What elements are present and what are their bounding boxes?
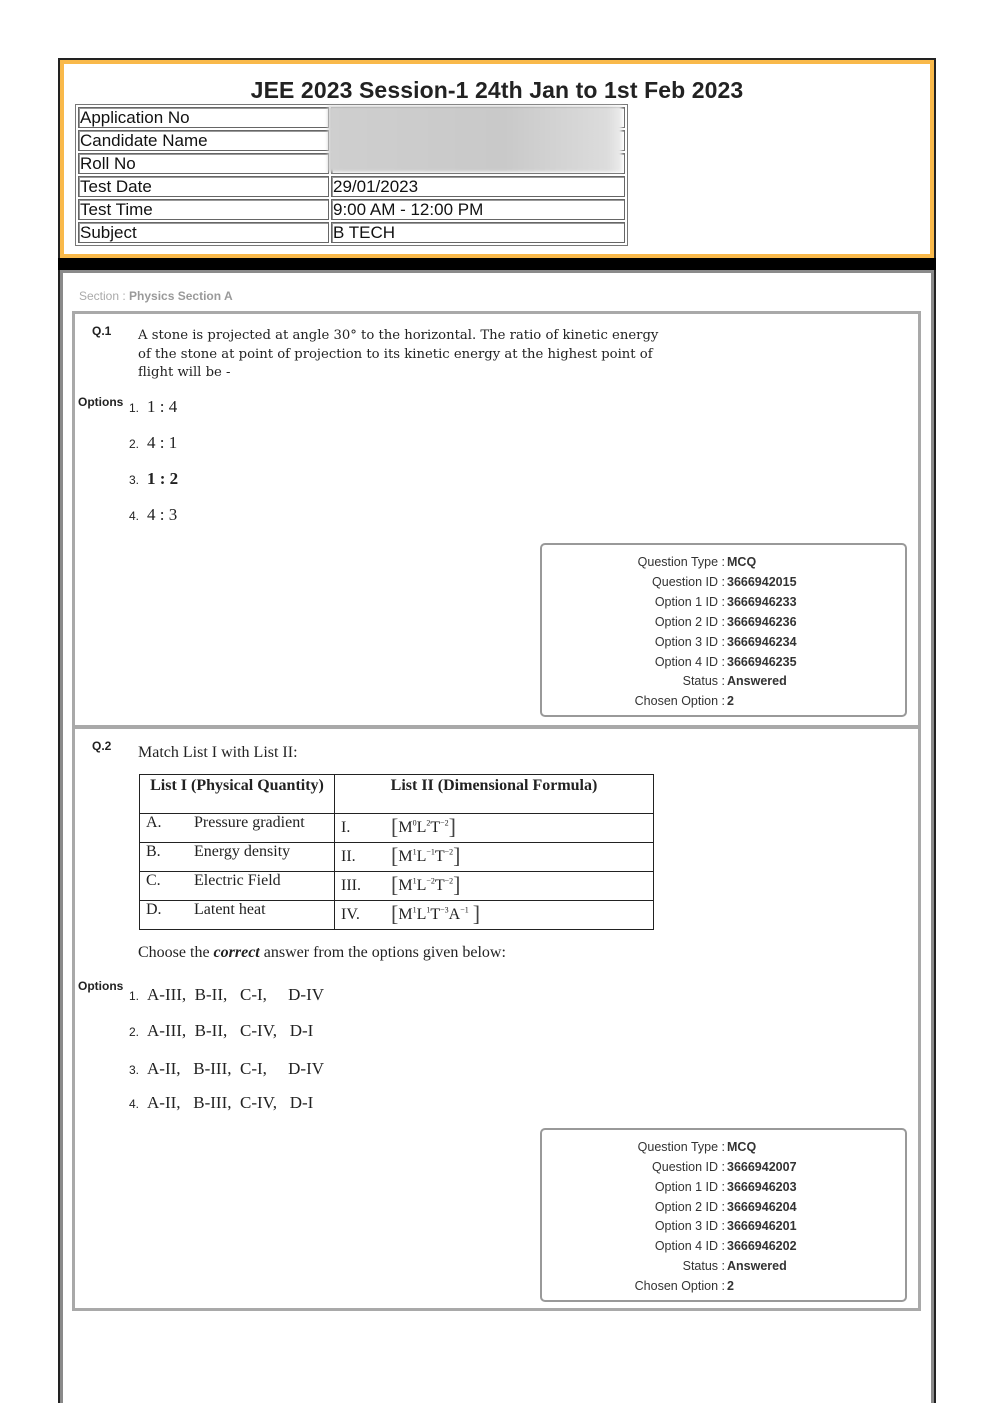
info-value: B TECH [331, 222, 625, 243]
option-number: 1. [129, 401, 140, 415]
meta-value: 2 [727, 1279, 734, 1293]
physical-quantity: Pressure gradient [194, 814, 305, 831]
row-letter: C. [146, 872, 161, 889]
choose-text: answer from the options given below: [259, 944, 506, 961]
info-row-subject [78, 222, 625, 243]
options-label: Options [78, 979, 124, 993]
meta-row-option3-id [542, 635, 907, 655]
dimensional-formula: $[M^1L^{-2}T^{-2}]$ [391, 872, 461, 897]
section-name: Physics Section A [129, 289, 233, 303]
meta-label: Question Type : [637, 1140, 725, 1154]
question-text-line: flight will be - [138, 365, 231, 380]
meta-label: Question Type : [637, 555, 725, 569]
section-label [79, 289, 233, 303]
info-label: Test Time [78, 199, 329, 220]
meta-label: Option 2 ID : [654, 1200, 725, 1214]
meta-value: MCQ [727, 1140, 757, 1154]
meta-row-chosen-option [542, 1279, 907, 1299]
choose-text: Choose the [138, 944, 214, 961]
status-value: Answered [727, 674, 787, 688]
dimensional-formula: $[M^1L^{-1}T^{-2}]$ [391, 843, 461, 868]
meta-row-option1-id [542, 595, 907, 615]
choose-emphasis: correct [213, 944, 260, 961]
option-2 [129, 1021, 313, 1041]
meta-label: Option 3 ID : [654, 635, 725, 649]
meta-row-chosen-option [542, 694, 907, 714]
info-label: Roll No [78, 153, 329, 174]
dimensional-formula: $[M^0L^2T^{-2}]$ [391, 814, 456, 839]
info-label: Test Date [78, 176, 329, 197]
meta-row-question-type [542, 1140, 907, 1160]
meta-label: Status : [682, 674, 725, 688]
option-2 [129, 433, 177, 453]
info-value: 9:00 AM - 12:00 PM [331, 199, 625, 220]
question-text-line: of the stone at point of projection to its kinetic energy at the highest point of [138, 346, 653, 362]
option-number: 2. [129, 437, 140, 451]
meta-value: 2 [727, 694, 734, 708]
meta-value: 3666946236 [727, 615, 797, 629]
status-value: Answered [727, 1259, 787, 1273]
meta-row-option3-id [542, 1219, 907, 1239]
question-intro: Match List I with List II: [138, 744, 298, 761]
meta-value: 3666946203 [727, 1180, 797, 1194]
meta-row-option2-id [542, 615, 907, 635]
redacted-personal-info [328, 106, 622, 172]
meta-value: 3666946235 [727, 655, 797, 669]
info-label: Subject [78, 222, 329, 243]
row-numeral: IV. [341, 906, 360, 923]
meta-row-option4-id [542, 655, 907, 675]
dimensional-formula: [$M^1L^1T^{-3}A^{-1}$ ] [391, 901, 481, 926]
meta-row-option4-id [542, 1239, 907, 1259]
option-number: 4. [129, 509, 140, 523]
option-3 [129, 1059, 324, 1079]
meta-row-question-type [542, 555, 907, 575]
exam-title: JEE 2023 Session-1 24th Jan to 1st Feb 2023 [250, 77, 744, 103]
info-value: 29/01/2023 [331, 176, 625, 197]
meta-value: 3666946233 [727, 595, 797, 609]
option-number: 4. [129, 1097, 140, 1111]
meta-value: 3666942007 [727, 1160, 797, 1174]
info-row-test-date [78, 176, 625, 197]
physical-quantity: Energy density [194, 843, 291, 860]
meta-label: Chosen Option : [634, 1279, 725, 1293]
match-row [140, 814, 654, 843]
info-label: Candidate Name [78, 130, 329, 151]
meta-value: 3666942015 [727, 575, 797, 589]
option-text: A-II, B-III, C-IV, D-I [147, 1093, 314, 1112]
meta-row-status [542, 674, 907, 694]
question-number: Q.1 [92, 324, 112, 338]
info-row-test-time [78, 199, 625, 220]
question-meta-panel-2 [540, 1128, 907, 1302]
option-number: 3. [129, 473, 140, 487]
option-number: 2. [129, 1025, 140, 1039]
option-1 [129, 397, 177, 417]
row-numeral: III. [341, 877, 361, 894]
match-table [139, 774, 654, 930]
row-numeral: I. [341, 819, 351, 836]
option-number: 1. [129, 989, 140, 1003]
meta-row-status [542, 1259, 907, 1279]
section-prefix: Section : [79, 289, 130, 303]
physical-quantity: Latent heat [194, 901, 266, 918]
meta-value: 3666946202 [727, 1239, 797, 1253]
option-4 [129, 505, 177, 525]
meta-label: Question ID : [652, 1160, 725, 1174]
physical-quantity: Electric Field [194, 872, 281, 889]
row-numeral: II. [341, 848, 356, 865]
option-1 [129, 985, 324, 1005]
row-letter: A. [146, 814, 162, 831]
info-label: Application No [78, 107, 329, 128]
option-4 [129, 1093, 313, 1113]
list1-header: List I (Physical Quantity) [140, 775, 335, 814]
choose-instruction [138, 944, 506, 962]
options-label: Options [78, 395, 124, 409]
option-text: 4 : 3 [147, 505, 178, 524]
match-table-header [140, 775, 654, 814]
option-number: 3. [129, 1063, 140, 1077]
meta-label: Option 3 ID : [654, 1219, 725, 1233]
option-text: 4 : 1 [147, 433, 178, 452]
meta-label: Option 1 ID : [654, 1180, 725, 1194]
match-row [140, 843, 654, 872]
meta-label: Option 4 ID : [654, 655, 725, 669]
meta-label: Option 1 ID : [654, 595, 725, 609]
option-text: A-II, B-III, C-I, D-IV [147, 1059, 325, 1078]
meta-label: Status : [682, 1259, 725, 1273]
meta-row-option1-id [542, 1180, 907, 1200]
option-text: 1 : 4 [147, 397, 178, 416]
candidate-header [60, 60, 934, 258]
question-number: Q.2 [92, 739, 112, 753]
header-divider [58, 258, 936, 270]
meta-value: 3666946234 [727, 635, 797, 649]
match-row [140, 872, 654, 901]
option-3 [129, 469, 178, 489]
question-meta-panel-1 [540, 543, 907, 717]
meta-row-question-id [542, 1160, 907, 1180]
meta-label: Chosen Option : [634, 694, 725, 708]
list2-header: List II (Dimensional Formula) [335, 775, 654, 814]
option-text: A-III, B-II, C-IV, D-I [147, 1021, 314, 1040]
meta-value: 3666946201 [727, 1219, 797, 1233]
match-row [140, 901, 654, 930]
option-text: 1 : 2 [147, 469, 179, 488]
meta-value: 3666946204 [727, 1200, 797, 1214]
question-text-line: A stone is projected at angle 30° to the horizontal. The ratio of kinetic energy [138, 328, 659, 343]
meta-row-option2-id [542, 1200, 907, 1220]
question-text [138, 327, 658, 383]
row-letter: B. [146, 843, 161, 860]
meta-value: MCQ [727, 555, 757, 569]
meta-row-question-id [542, 575, 907, 595]
option-text: A-III, B-II, C-I, D-IV [147, 985, 325, 1004]
row-letter: D. [146, 901, 162, 918]
meta-label: Question ID : [652, 575, 725, 589]
meta-label: Option 2 ID : [654, 615, 725, 629]
meta-label: Option 4 ID : [654, 1239, 725, 1253]
